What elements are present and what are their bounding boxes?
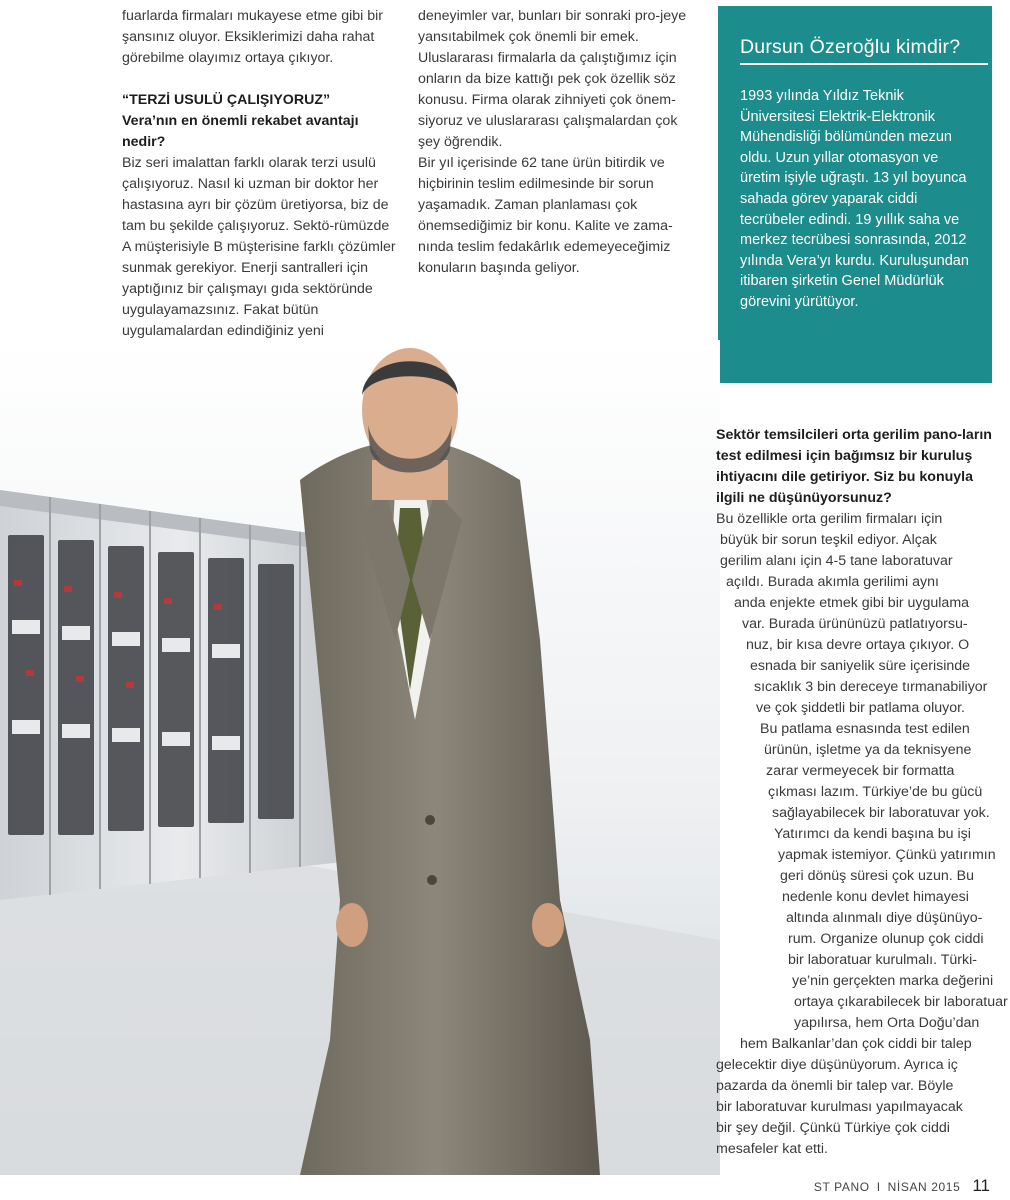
answer-line: hem Balkanlar’dan çok ciddi bir talep: [740, 1036, 972, 1052]
magazine-name: ST PANO: [813, 1180, 870, 1194]
answer-line: yapılırsa, hem Orta Doğu’dan: [794, 1015, 980, 1031]
interview-answer: [716, 509, 1008, 1160]
section-subheading: “TERZİ USULÜ ÇALIŞIYORUZ”: [122, 92, 331, 108]
answer-line: bir laboratuar kurulmalı. Türki-: [788, 952, 977, 968]
answer-line: zarar vermeyecek bir formatta: [766, 763, 955, 779]
answer-line: altında alınmalı diye düşünüyo-: [786, 910, 983, 926]
article-column-1: [122, 6, 400, 342]
sidebar-body: 1993 yılında Yıldız Teknik Üniversitesi Elektrik-Elektronik Mühendisliği bölümünden mezun oldu. Uzun yıllar otomasyon ve üretim işiyle uğraştı. 13 yıl boyunca sahada görev yaparak ciddi tecrübeler edindi. 19 yıllık saha ve merkez tecrübesi sonrasında, 2012 yılında Vera’yı kurdu. Kuruluşundan itibaren şirketin Genel Müdürlük görevini yürütüyor.: [740, 88, 969, 310]
answer-line: ürünün, işletme ya da teknisyene: [764, 742, 972, 758]
answer-line: gerilim alanı için 4-5 tane laboratuvar: [720, 553, 953, 569]
answer-line: ye’nin gerçekten marka değerini: [792, 973, 994, 989]
interview-question: Vera’nın en önemli rekabet avantajı nedir?: [122, 113, 359, 150]
answer-line: sağlayabilecek bir laboratuvar yok.: [772, 805, 990, 821]
answer-line: bir laboratuvar kurulması yapılmayacak: [716, 1099, 963, 1115]
interview-question: Sektör temsilcileri orta gerilim pano-ların test edilmesi için bağımsız bir kuruluş ihtiyacını dile getiriyor. Siz bu konuyla ilgili ne düşünüyorsunuz?: [716, 427, 992, 506]
answer-line: sıcaklık 3 bin dereceye tırmanabiliyor: [754, 679, 988, 695]
article-column-3: [716, 425, 1008, 1160]
sidebar-divider: [740, 63, 988, 65]
interview-answer: Biz seri imalattan farklı olarak terzi usulü çalışıyoruz. Nasıl ki uzman bir doktor her hastasına ayrı bir çözüm üretiyorsa, biz de tam bu şekilde çalışıyoruz. Sektö-rümüzde A müşterisiyle B müşterisine farklı çözümler sunmak gerekiyor. Enerji santralleri için yaptığınız bir çalışmayı gıda sektöründe uygulayamazsınız. Fakat bütün uygulamalardan edindiğiniz yeni: [122, 155, 396, 339]
intro-paragraph: fuarlarda firmaları mukayese etme gibi bir şansınız oluyor. Eksiklerimizi daha rahat görebilme olayımız ortaya çıkıyor.: [122, 8, 383, 66]
answer-line: nuz, bir kısa devre ortaya çıkıyor. O: [746, 637, 970, 653]
answer-line: anda enjekte etmek gibi bir uygulama: [734, 595, 970, 611]
article-column-2: [418, 6, 698, 279]
page-footer: [814, 1176, 990, 1196]
answer-line: çıkması lazım. Türkiye’de bu gücü: [768, 784, 983, 800]
answer-line: ve çok şiddetli bir patlama oluyor.: [756, 700, 965, 716]
answer-line: nedenle konu devlet himayesi: [782, 889, 969, 905]
answer-line: yapmak istemiyor. Çünkü yatırımın: [778, 847, 996, 863]
answer-line: ortaya çıkarabilecek bir laboratuar: [794, 994, 1008, 1010]
answer-line: büyük bir sorun teşkil ediyor. Alçak: [720, 532, 937, 548]
answer-line: rum. Organize olunup çok ciddi: [788, 931, 984, 947]
answer-line: bir şey değil. Çünkü Türkiye çok ciddi: [716, 1120, 950, 1136]
answer-line: var. Burada ürününüzü patlatıyorsu-: [742, 616, 968, 632]
body-paragraph: Bir yıl içerisinde 62 tane ürün bitirdik ve hiçbirinin teslim edilmesinde bir sorun yaşamadık. Zaman planlaması çok önemsediğimiz bir konu. Kalite ve zama-nında teslim fedakârlık edemeyeceğimiz konuların başında geliyor.: [418, 155, 673, 276]
footer-separator: I: [876, 1180, 881, 1194]
answer-line: Bu patlama esnasında test edilen: [760, 721, 970, 737]
answer-line: gelecektir diye düşünüyorum. Ayrıca iç: [716, 1057, 958, 1073]
body-paragraph: deneyimler var, bunları bir sonraki pro-jeye yansıtabilmek çok önemli bir emek. Uluslararası firmalarla da çalıştığımız için onların da bize kattığı pek çok özellik söz konusu. Firma olarak zihniyeti çok önem-siyoruz ve uluslararası çalışmalardan çok şey öğrendik.: [418, 8, 687, 150]
issue-date: NİSAN 2015: [887, 1180, 961, 1194]
answer-line: Yatırımcı da kendi başına bu işi: [774, 826, 971, 842]
answer-line: açıldı. Burada akımla gerilimi aynı: [726, 574, 939, 590]
answer-line: Bu özellikle orta gerilim firmaları için: [716, 511, 943, 527]
switchgear-cabinets: [0, 490, 360, 900]
portrait-photo: [0, 340, 720, 1175]
answer-line: geri dönüş süresi çok uzun. Bu: [780, 868, 975, 884]
page-number: 11: [972, 1176, 990, 1195]
answer-line: mesafeler kat etti.: [716, 1141, 828, 1157]
sidebar-title: Dursun Özeroğlu kimdir?: [740, 36, 961, 58]
answer-line: pazarda da önemli bir talep var. Böyle: [716, 1078, 954, 1094]
answer-line: esnada bir saniyelik süre içerisinde: [750, 658, 971, 674]
bio-sidebar: [718, 6, 992, 383]
